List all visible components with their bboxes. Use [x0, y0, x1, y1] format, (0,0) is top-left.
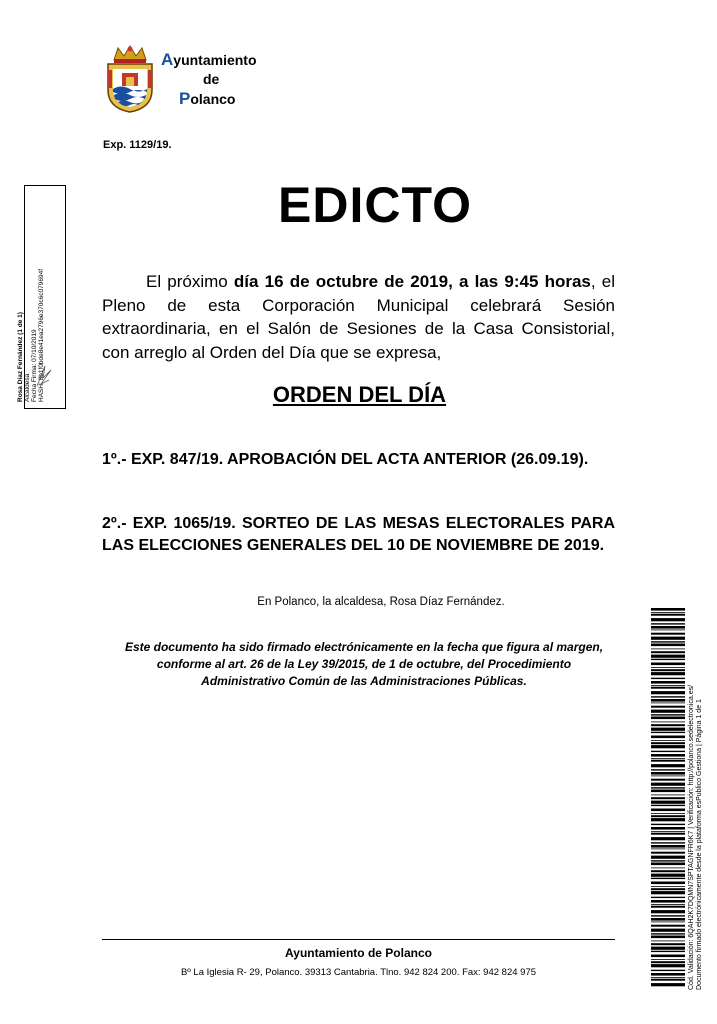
- barcode-bar: [651, 906, 685, 908]
- barcode-bar: [651, 837, 685, 840]
- barcode-bar: [651, 758, 685, 759]
- footer-divider: [102, 939, 615, 940]
- barcode-bar: [651, 833, 685, 835]
- barcode-bar: [651, 897, 685, 898]
- barcode-bar: [651, 663, 685, 666]
- barcode-bar: [651, 641, 685, 642]
- barcode-bar: [651, 687, 685, 689]
- agenda-heading-text: ORDEN DEL DÍA: [272, 382, 447, 407]
- barcode-bar: [651, 760, 685, 762]
- barcode-bar: [651, 805, 685, 806]
- barcode-bar: [651, 681, 685, 684]
- barcode-bar: [651, 732, 685, 733]
- barcode-bar: [651, 783, 685, 786]
- barcode-bar: [651, 630, 685, 631]
- barcode-bar: [651, 973, 685, 976]
- intro-part1: El próximo: [146, 272, 234, 291]
- signer-role: Alcaldesa: [24, 373, 31, 402]
- barcode-bar: [651, 977, 685, 978]
- barcode-bar: [651, 882, 685, 885]
- barcode-bar: [651, 910, 685, 913]
- barcode-bar: [651, 856, 685, 859]
- barcode-bar: [651, 842, 685, 843]
- barcode-bar: [651, 787, 685, 788]
- barcode-bar: [651, 813, 685, 814]
- barcode-bar: [651, 672, 685, 675]
- barcode-bar: [651, 983, 685, 986]
- barcode-bar: [651, 699, 685, 702]
- barcode-bar: [651, 623, 685, 624]
- barcode-bar: [651, 827, 685, 830]
- footer-name: Ayuntamiento de Polanco: [285, 946, 432, 960]
- barcode-bar: [651, 961, 685, 963]
- intro-part2: , el Pleno de esta Corporación Municipal celebrará Sesión extraordinaria, en el Salón de Sesiones de la Casa Consistorial, con arreglo al Orden del Día que se expresa,: [102, 272, 615, 362]
- barcode-bar: [651, 925, 685, 927]
- signature-box: [17, 185, 66, 409]
- barcode-bar: [651, 740, 685, 741]
- barcode-bar: [651, 751, 685, 752]
- barcode-bar: [651, 831, 685, 832]
- expediente-number: Exp. 1129/19.: [103, 139, 172, 151]
- barcode-bar: [651, 943, 685, 945]
- barcode-bar: [651, 886, 685, 887]
- signature-line: En Polanco, la alcaldesa, Rosa Díaz Fernández.: [257, 596, 505, 608]
- intro-paragraph: [102, 270, 615, 364]
- barcode-bar: [651, 870, 685, 872]
- barcode-bar: [651, 706, 685, 708]
- signer-name: Rosa Díaz Fernández (1 de 1): [17, 312, 24, 402]
- barcode-bar: [651, 614, 685, 616]
- signature-date: Fecha Firma: 07/10/2019: [31, 329, 38, 402]
- barcode-bar: [651, 815, 685, 817]
- barcode-bar: [651, 745, 685, 748]
- barcode-bar: [651, 941, 685, 942]
- barcode-bar: [651, 667, 685, 668]
- barcode-bar: [651, 633, 685, 635]
- logo-line3-rest: olanco: [190, 91, 236, 107]
- barcode-bar: [651, 922, 685, 923]
- barcode-bar: [651, 754, 685, 757]
- barcode-bar: [651, 849, 685, 850]
- barcode-bar: [651, 888, 685, 890]
- barcode-icon: [651, 608, 685, 988]
- validation-line1: Cód. Validación: 6QAH2K7DQMN7SPTAGNFR6K7 | Verificación: http://polanco.sedelectronica.es/: [688, 684, 695, 990]
- barcode-bar: [651, 951, 685, 952]
- barcode-bar: [651, 736, 685, 739]
- logo-initial-p: P: [179, 89, 191, 108]
- barcode-bar: [651, 769, 685, 770]
- barcode-bar: [651, 979, 685, 981]
- barcode-bar: [651, 678, 685, 679]
- barcode-bar: [651, 955, 685, 958]
- barcode-bar: [651, 863, 685, 866]
- barcode-bar: [651, 655, 685, 658]
- barcode-bar: [651, 659, 685, 660]
- barcode-bar: [651, 795, 685, 796]
- barcode-bar: [651, 649, 685, 650]
- barcode-bar: [651, 900, 685, 903]
- agenda-item-2: 2º.- EXP. 1065/19. SORTEO DE LAS MESAS ELECTORALES PARA LAS ELECCIONES GENERALES DEL 10 DE NOVIEMBRE DE 2019.: [102, 515, 615, 554]
- barcode-bar: [651, 964, 685, 967]
- footer-address: Bº La Iglesia R- 29, Polanco. 39313 Cantabria. Tlno. 942 824 200. Fax: 942 824 975: [180, 967, 537, 978]
- barcode-bar: [651, 608, 685, 611]
- barcode-bar: [651, 717, 685, 720]
- barcode-bar: [651, 878, 685, 879]
- signature-hash: HASH: 8b1f0bde8e41ea2796e370c6c079694f: [38, 268, 45, 402]
- barcode-bar: [651, 929, 685, 932]
- document-title: EDICTO: [278, 177, 472, 233]
- barcode-bar: [651, 868, 685, 869]
- barcode-bar: [651, 852, 685, 854]
- barcode-bar: [651, 933, 685, 934]
- intro-bold-date: día 16 de octubre de 2019, a las 9:45 horas: [233, 272, 591, 291]
- barcode-bar: [651, 947, 685, 950]
- agenda-heading: [0, 382, 717, 408]
- barcode-bar: [651, 714, 685, 715]
- barcode-bar: [651, 779, 685, 781]
- validation-line2: Documento firmado electrónicamente desde la plataforma esPublico Gestiona | Página 1 de 1: [696, 699, 703, 990]
- barcode-bar: [651, 644, 685, 647]
- barcode-bar: [651, 860, 685, 861]
- agenda-item-1: 1º.- EXP. 847/19. APROBACIÓN DEL ACTA ANTERIOR (26.09.19).: [102, 451, 589, 468]
- barcode-bar: [651, 651, 685, 653]
- barcode-bar: [651, 918, 685, 921]
- barcode-bar: [651, 669, 685, 671]
- barcode-bar: [651, 891, 685, 894]
- barcode-bar: [651, 618, 685, 621]
- barcode-bar: [651, 724, 685, 726]
- logo-line1-rest: yuntamiento: [173, 52, 257, 68]
- barcode-bar: [651, 703, 685, 704]
- logo-initial: A: [161, 50, 174, 69]
- barcode-bar: [651, 637, 685, 640]
- logo-text: [161, 50, 257, 109]
- barcode-bar: [651, 722, 685, 723]
- signature-scribble-icon: [33, 362, 55, 390]
- barcode-bar: [651, 710, 685, 713]
- barcode-bar: [651, 915, 685, 916]
- barcode-bar: [651, 728, 685, 731]
- barcode-bar: [651, 845, 685, 848]
- validation-text: [688, 630, 704, 990]
- barcode-bar: [651, 801, 685, 804]
- barcode-bar: [651, 776, 685, 777]
- barcode-bar: [651, 742, 685, 744]
- barcode-bar: [651, 626, 685, 629]
- barcode-bar: [651, 612, 685, 613]
- barcode-bar: [651, 874, 685, 877]
- coat-of-arms-icon: [104, 44, 156, 114]
- barcode-bar: [651, 772, 685, 775]
- barcode-bar: [651, 936, 685, 939]
- legal-notice: Este documento ha sido firmado electrónicamente en la fecha que figura al margen, conforme al art. 26 de la Ley 39/2015, de 1 de octubre, del Procedimiento Administrativo Común de las Administraciones Públicas.: [124, 640, 604, 688]
- barcode-bar: [651, 809, 685, 812]
- barcode-bar: [651, 824, 685, 825]
- barcode-bar: [651, 904, 685, 905]
- barcode-bar: [651, 818, 685, 821]
- logo-line2: de: [203, 71, 220, 87]
- barcode-bar: [651, 691, 685, 694]
- barcode-bar: [651, 970, 685, 971]
- barcode-bar: [651, 790, 685, 793]
- barcode-bar: [651, 685, 685, 686]
- barcode-bar: [651, 764, 685, 767]
- barcode-bar: [651, 959, 685, 960]
- barcode-bar: [651, 797, 685, 799]
- barcode-bar: [651, 696, 685, 697]
